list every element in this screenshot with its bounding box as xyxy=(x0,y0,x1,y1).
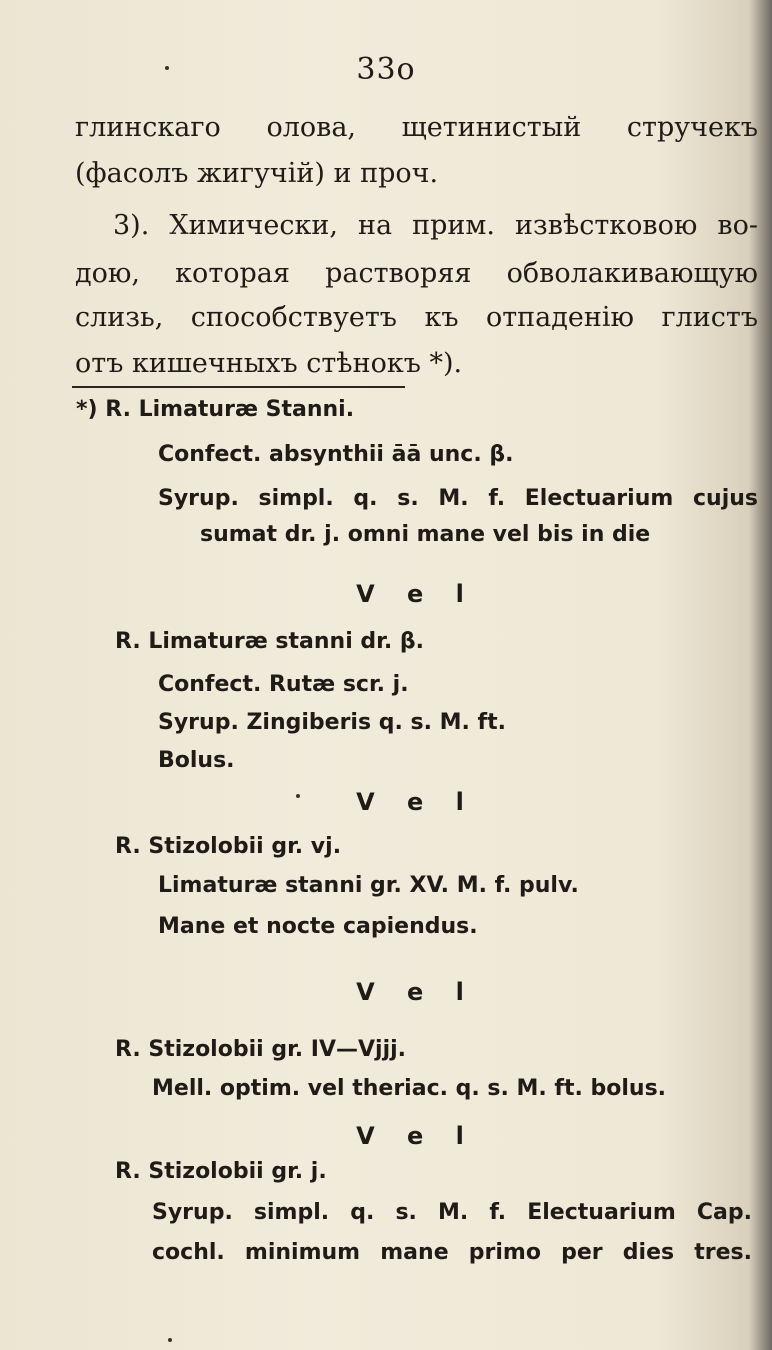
recipe-2-line: Syrup. Zingiberis q. s. M. ft. xyxy=(158,710,506,735)
vel-separator: V e l xyxy=(356,1122,476,1150)
recipe-5-line: cochl. minimum mane primo per dies tres. xyxy=(152,1240,752,1265)
recipe-3-line: Limaturæ stanni gr. XV. M. f. pulv. xyxy=(158,873,579,898)
recipe-5-line: R. Stizolobii gr. j. xyxy=(115,1159,327,1184)
body-text xyxy=(75,112,758,379)
body-line: глинскаго олова, щетинистый стручекъ xyxy=(75,112,758,143)
vel-separator: V e l xyxy=(356,978,476,1006)
recipe-3-line: Mane et nocte capiendus. xyxy=(158,914,478,939)
recipe-2-line: Bolus. xyxy=(158,748,235,773)
ink-speck xyxy=(168,1338,172,1342)
recipe-2-line: Confect. Rutæ scr. j. xyxy=(158,672,409,697)
body-line: слизь, способствуетъ къ отпаденію глистъ xyxy=(75,302,758,333)
page-number: 33o xyxy=(356,52,416,87)
recipe-3-line: R. Stizolobii gr. vj. xyxy=(115,834,342,859)
footnote-divider xyxy=(72,386,405,388)
body-line: дою, которая растворяя обволакивающую xyxy=(75,258,758,289)
body-line: 3). Химически, на прим. извѣстковою во- xyxy=(113,210,758,241)
recipe-5-line: Syrup. simpl. q. s. M. f. Electuarium Cap. xyxy=(152,1200,752,1225)
vel-separator: V e l xyxy=(356,580,476,608)
body-line: (фасолъ жигучій) и проч. xyxy=(75,158,439,189)
recipe-4-line: R. Stizolobii gr. IV—Vjjj. xyxy=(115,1037,407,1062)
recipe-1-line: Confect. absynthii āā unc. β. xyxy=(158,442,514,467)
recipe-1-line: sumat dr. j. omni mane vel bis in die xyxy=(200,522,651,547)
body-line: отъ кишечныхъ стѣнокъ *). xyxy=(75,348,463,379)
vel-separator: V e l xyxy=(356,788,476,816)
recipe-4-line: Mell. optim. vel theriac. q. s. M. ft. bolus. xyxy=(152,1076,667,1101)
recipe-2-line: R. Limaturæ stanni dr. β. xyxy=(115,629,424,654)
recipe-1-line: Syrup. simpl. q. s. M. f. Electuarium cujus xyxy=(158,486,758,511)
recipe-1-line: *) R. Limaturæ Stanni. xyxy=(76,397,355,422)
